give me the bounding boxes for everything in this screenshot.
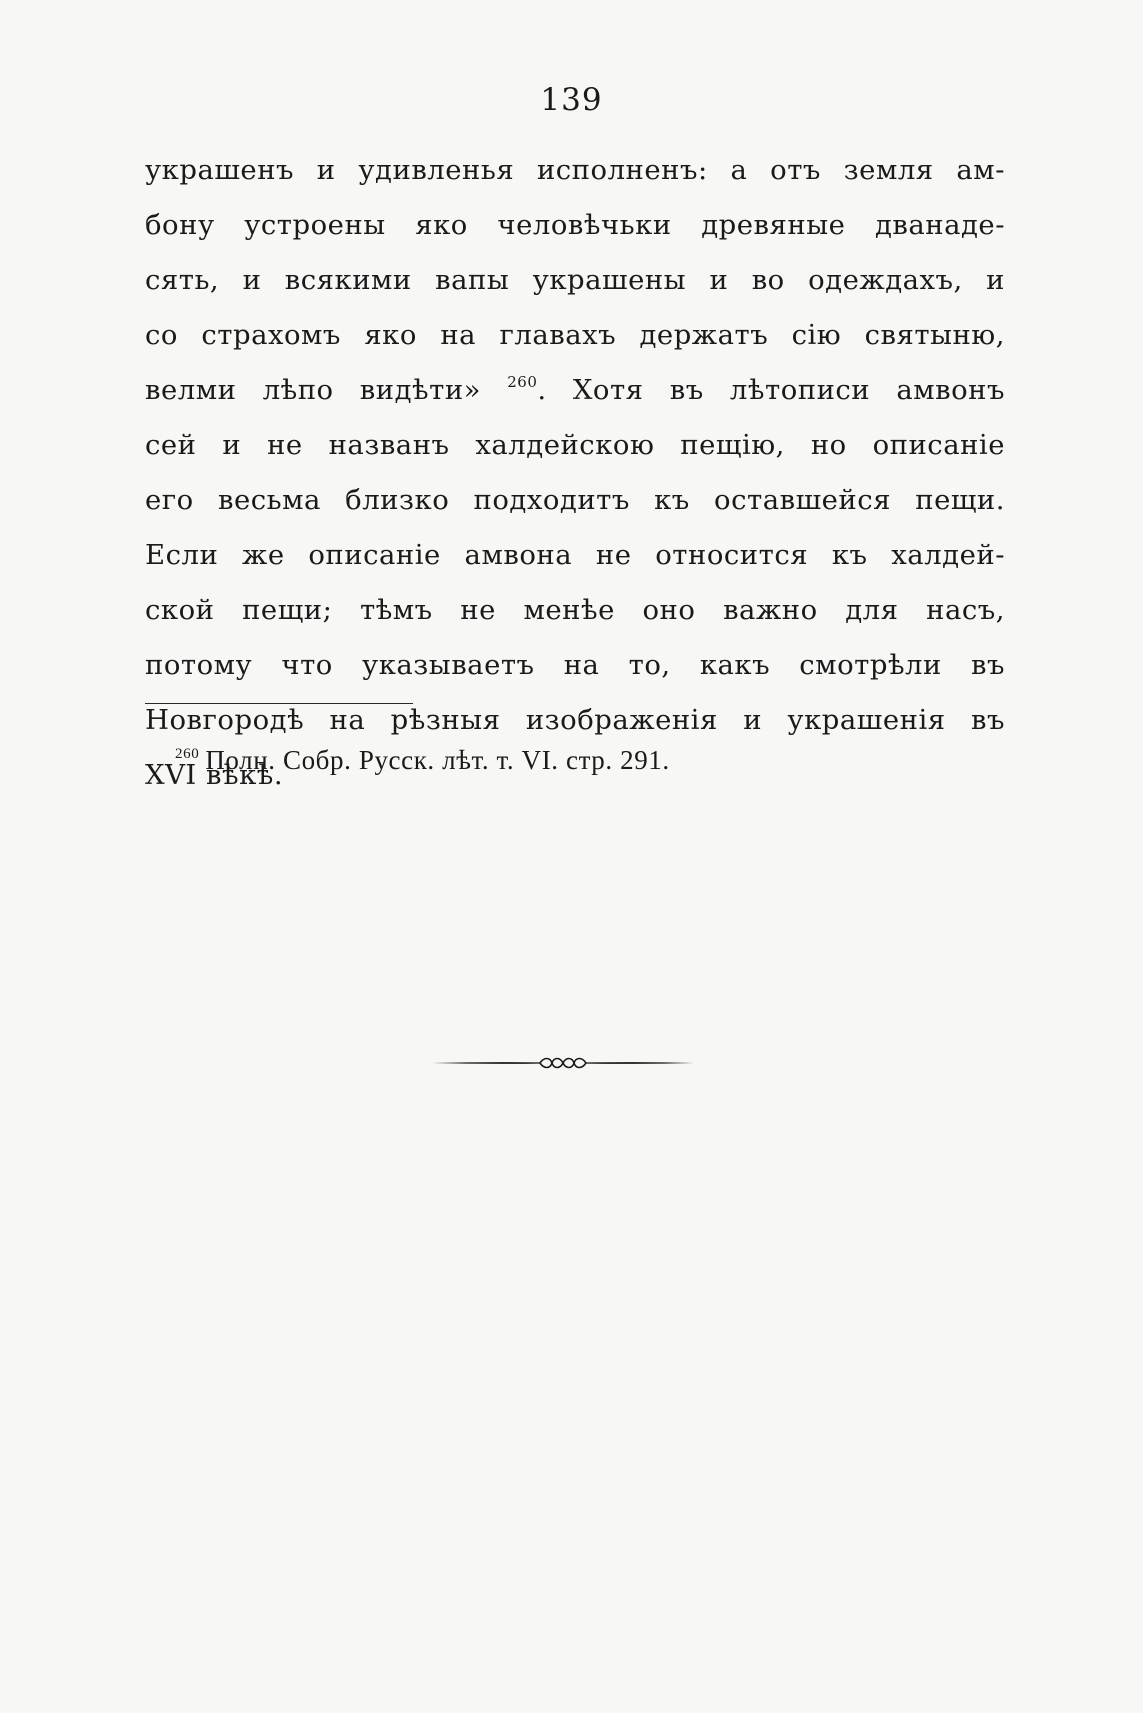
text-line: ской пещи; тѣмъ не менѣе оно важно для насъ,	[145, 594, 1005, 626]
text-line	[145, 363, 1005, 418]
text-line: Если же описаніе амвона не относится къ халдей-	[145, 539, 1005, 571]
text-line: его весьма близко подходитъ къ оставшейся пещи.	[145, 484, 1005, 516]
footnote-number: 260	[175, 746, 200, 762]
end-of-chapter-flourish-icon	[432, 1053, 694, 1073]
page-number: 139	[540, 82, 603, 118]
text-line: сей и не названъ халдейскою пещію, но описаніе	[145, 429, 1005, 461]
footnote-divider	[145, 703, 413, 704]
text-segment: велми лѣпо видѣти»	[145, 374, 482, 406]
text-line: бону устроены яко человѣчьки древяные дванаде-	[145, 209, 1005, 241]
text-line: XVI вѣкѣ.	[145, 759, 284, 791]
text-line: сять, и всякими вапы украшены и во одеждахъ, и	[145, 264, 1005, 296]
text-segment: . Хотя въ лѣтописи амвонъ	[537, 374, 1006, 406]
text-line: потому что указываетъ на то, какъ смотрѣли въ	[145, 649, 1005, 681]
footnote-text: Полн. Собр. Русск. лѣт. т. VI. стр. 291.	[205, 745, 670, 775]
footnote	[175, 740, 670, 780]
text-line: Новгородѣ на рѣзныя изображенія и украшенія въ	[145, 704, 1005, 736]
footnote-reference[interactable]: 260	[507, 373, 538, 391]
text-line: со страхомъ яко на главахъ держатъ сію святыню,	[145, 319, 1005, 351]
text-line: украшенъ и удивленья исполненъ: а отъ земля ам-	[145, 154, 1005, 186]
body-text	[145, 143, 1005, 803]
